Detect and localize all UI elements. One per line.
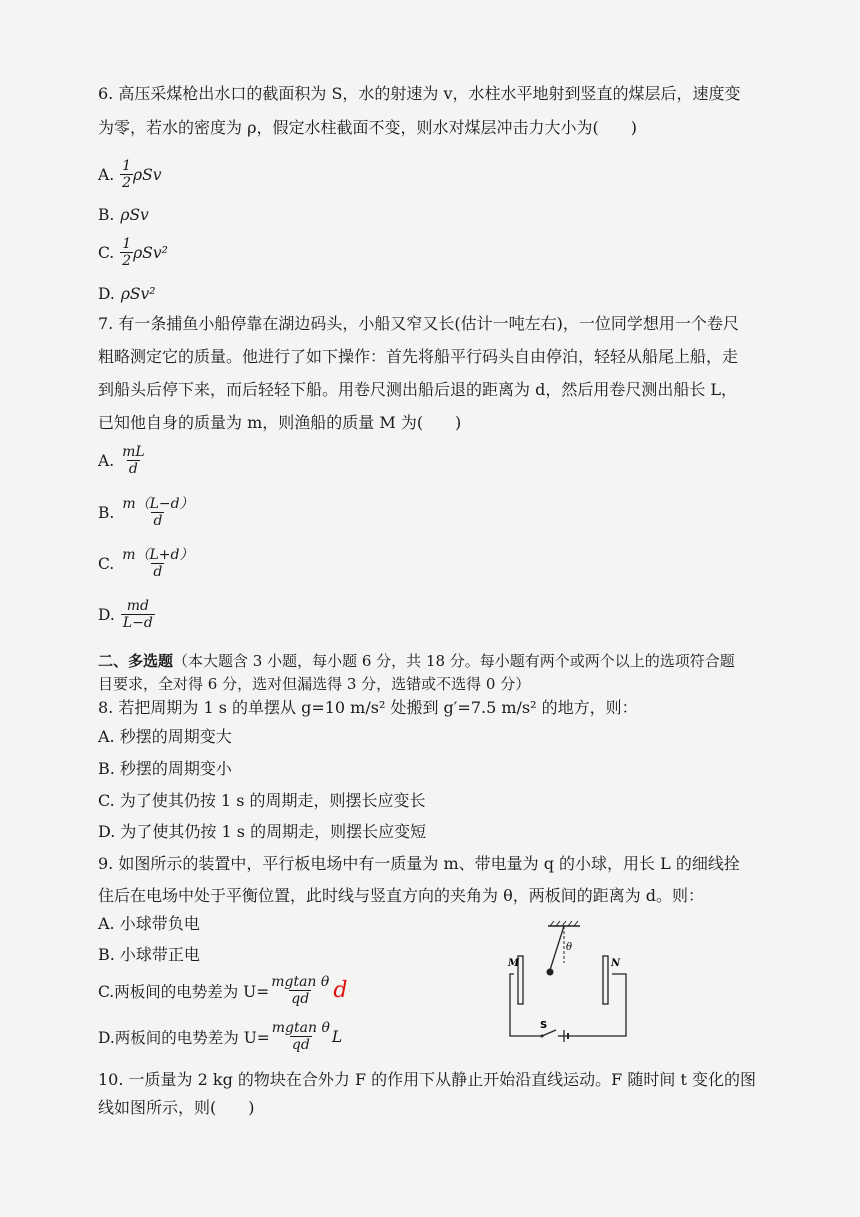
fraction-denominator: 2 bbox=[122, 175, 132, 191]
q6-option-a-fraction bbox=[120, 158, 133, 191]
q7-stem-line4: 已知他自身的质量为 m，则渔船的质量 M 为( ) bbox=[98, 413, 462, 432]
fraction-numerator: mgtan θ bbox=[271, 1020, 330, 1036]
q8-stem: 8. 若把周期为 1 s 的单摆从 g=10 m/s² 处搬到 g′=7.5 m/s² 的地方，则： bbox=[98, 698, 638, 717]
q7-option-d-label: D. bbox=[98, 605, 115, 624]
q6-option-a-label: A. bbox=[98, 165, 115, 184]
q7-option-c-label: C. bbox=[98, 554, 115, 573]
q8-option-a: A. 秒摆的周期变大 bbox=[98, 727, 232, 746]
fraction-denominator: d bbox=[153, 564, 163, 580]
q6-option-c-fraction bbox=[120, 236, 133, 269]
fraction-denominator: L−d bbox=[122, 615, 153, 631]
q7-option-c bbox=[98, 547, 196, 580]
q6-option-b-expr: ρSv bbox=[120, 206, 149, 224]
fraction-denominator: qd bbox=[291, 991, 310, 1007]
q9-option-c-fraction bbox=[269, 974, 331, 1007]
fraction-denominator: qd bbox=[291, 1037, 310, 1053]
q6-stem-line2: 为零，若水的密度为 ρ，假定水柱截面不变，则水对煤层冲击力大小为( ) bbox=[98, 118, 637, 137]
q6-option-d bbox=[98, 285, 156, 303]
q10-stem-line1: 10. 一质量为 2 kg 的物块在合外力 F 的作用下从静止开始沿直线运动。F 随时间 t 变化的图 bbox=[98, 1070, 756, 1089]
q8-option-b: B. 秒摆的周期变小 bbox=[98, 759, 232, 778]
q7-option-b-label: B. bbox=[98, 503, 115, 522]
q9-stem-line2: 住后在电场中处于平衡位置，此时线与竖直方向的夹角为 θ，两板间的距离为 d。则： bbox=[98, 886, 705, 905]
section-title: 二、多选题 bbox=[98, 652, 174, 670]
fraction-numerator: mL bbox=[122, 444, 145, 460]
pendulum-string bbox=[550, 926, 564, 970]
q7-option-d bbox=[98, 598, 155, 631]
fraction-numerator: m（L+d） bbox=[122, 547, 194, 563]
q7-stem-line3: 到船头后停下来，而后轻轻下船。用卷尺测出船后退的距离为 d，然后用卷尺测出船长 L， bbox=[98, 380, 738, 399]
q7-option-b-fraction bbox=[120, 496, 195, 529]
q7-option-a-fraction bbox=[120, 444, 147, 477]
fraction-numerator: md bbox=[126, 598, 149, 614]
q6-option-c-expr: ρSv² bbox=[133, 243, 168, 262]
q6-stem-line1: 6. 高压采煤枪出水口的截面积为 S，水的射速为 v，水柱水平地射到竖直的煤层后，速度变 bbox=[98, 84, 741, 103]
q10-stem-line2: 线如图所示，则( ) bbox=[98, 1098, 255, 1117]
plate-n bbox=[603, 956, 608, 1004]
q6-option-a bbox=[98, 158, 162, 191]
q7-option-d-fraction bbox=[121, 598, 155, 631]
fraction-numerator: 1 bbox=[122, 236, 132, 252]
q9-stem-line1: 9. 如图所示的装置中，平行板电场中有一质量为 m、带电量为 q 的小球，用长 L 的细线拴 bbox=[98, 854, 740, 873]
q9-option-b: B. 小球带正电 bbox=[98, 945, 200, 964]
fraction-denominator: 2 bbox=[122, 253, 132, 269]
q7-option-a-label: A. bbox=[98, 451, 115, 470]
q6-option-c-label: C. bbox=[98, 243, 115, 262]
fraction-numerator: m（L−d） bbox=[122, 496, 194, 512]
q8-option-c: C. 为了使其仍按 1 s 的周期走，则摆长应变长 bbox=[98, 791, 426, 810]
q9-option-c bbox=[98, 974, 347, 1007]
theta-label: θ bbox=[566, 942, 573, 953]
section-desc-line1: （本大题含 3 小题，每小题 6 分，共 18 分。每小题有两个或两个以上的选项符合题 bbox=[173, 652, 735, 670]
q6-option-b-label: B. bbox=[98, 206, 115, 224]
plate-n-label: N bbox=[611, 958, 621, 969]
fraction-denominator: d bbox=[153, 513, 163, 529]
q6-option-a-expr: ρSv bbox=[133, 165, 162, 184]
q6-option-d-expr: ρSv² bbox=[120, 285, 156, 303]
q6-option-b bbox=[98, 206, 149, 224]
q7-option-c-fraction bbox=[120, 547, 195, 580]
q6-option-c bbox=[98, 236, 168, 269]
section-desc-line2: 目要求，全对得 6 分，选对但漏选得 3 分，选错或不选得 0 分） bbox=[98, 675, 531, 693]
q7-stem-line2: 粗略测定它的质量。他进行了如下操作：首先将船平行码头自由停泊，轻轻从船尾上船，走 bbox=[98, 347, 739, 366]
q7-stem-line1: 7. 有一条捕鱼小船停靠在湖边码头，小船又窄又长(估计一吨左右)，一位同学想用一个卷尺 bbox=[98, 314, 739, 333]
fraction-denominator: d bbox=[128, 461, 138, 477]
q7-option-a bbox=[98, 444, 147, 477]
q9-option-d-suffix: L bbox=[331, 1027, 343, 1046]
switch-pivot bbox=[541, 1035, 544, 1038]
q9-option-d-prefix: D.两板间的电势差为 U= bbox=[98, 1028, 270, 1047]
q7-option-b bbox=[98, 496, 196, 529]
q9-option-d-fraction bbox=[270, 1020, 332, 1053]
q9-option-a: A. 小球带负电 bbox=[98, 914, 200, 933]
fraction-numerator: 1 bbox=[122, 158, 132, 174]
handwritten-annotation: d bbox=[333, 978, 348, 1003]
section-multi-choice-header bbox=[98, 651, 735, 671]
plate-m-label: M bbox=[508, 958, 520, 969]
switch-label: S bbox=[540, 1020, 548, 1031]
q6-option-d-label: D. bbox=[98, 285, 115, 303]
q9-option-c-prefix: C.两板间的电势差为 U= bbox=[98, 982, 270, 1001]
charged-ball bbox=[547, 969, 554, 976]
capacitor-pendulum-figure bbox=[500, 918, 650, 1048]
q9-option-d bbox=[98, 1020, 342, 1053]
wire-left bbox=[510, 974, 542, 1036]
q8-option-d: D. 为了使其仍按 1 s 的周期走，则摆长应变短 bbox=[98, 822, 427, 841]
wire-right bbox=[564, 974, 626, 1036]
fraction-numerator: mgtan θ bbox=[271, 974, 330, 990]
